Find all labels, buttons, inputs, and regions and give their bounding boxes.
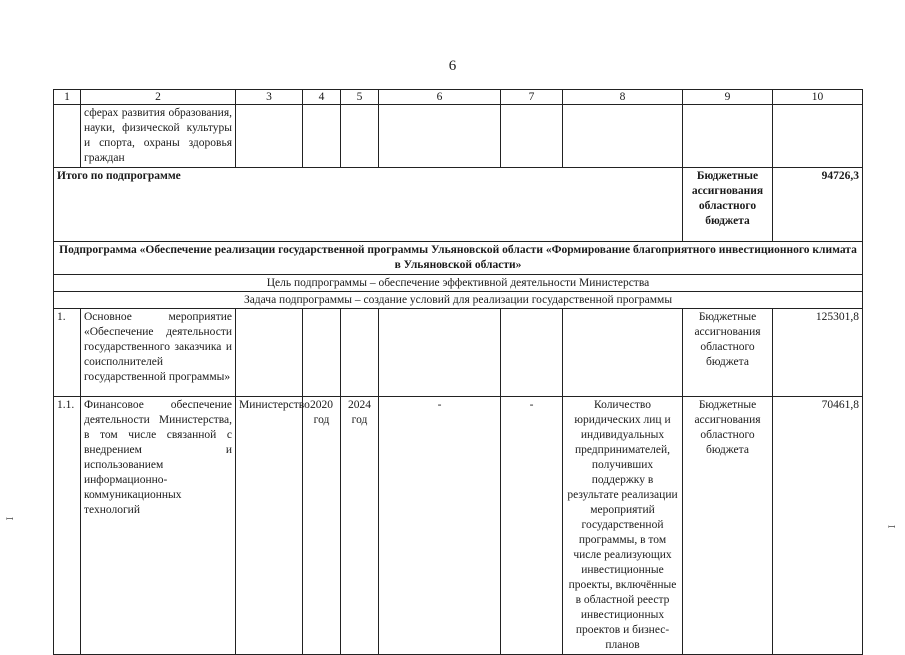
total-label: Итого по подпрограмме	[54, 168, 683, 242]
continuation-text: сферах развития образования, науки, физической культуры и спорта, охраны здоровья граждан	[81, 105, 236, 168]
page-number: 6	[448, 58, 457, 74]
subprogram-goal-row	[54, 275, 863, 292]
start-year	[303, 309, 341, 397]
total-row	[54, 168, 863, 242]
executor: Министерство	[236, 397, 303, 655]
col6-value: -	[379, 397, 501, 655]
col-header-2: 2	[81, 90, 236, 105]
col7-value	[501, 309, 563, 397]
col-header-3: 3	[236, 90, 303, 105]
subprogram-title: Подпрограмма «Обеспечение реализации государственной программы Ульяновской области «Формирование благоприятного инвестиционного климата в Ульяновской области»	[54, 242, 863, 275]
program-table	[53, 89, 863, 655]
right-margin-mark: ꟷ	[888, 522, 896, 532]
funding-amount: 70461,8	[773, 397, 863, 655]
total-source: Бюджетные ассигнования областного бюджета	[683, 168, 773, 242]
table-row	[54, 309, 863, 397]
activity-name: Основное мероприятие «Обеспечение деятельности государственного заказчика и соисполнителей государственной программы»	[81, 309, 236, 397]
subprogram-task: Задача подпрограммы – создание условий для реализации государственной программы	[54, 292, 863, 309]
continuation-row	[54, 105, 863, 168]
activity-name: Финансовое обеспечение деятельности Министерства, в том числе связанной с внедрением и использованием информационно-коммуникационных технологий	[81, 397, 236, 655]
funding-amount: 125301,8	[773, 309, 863, 397]
indicator: Количество юридических лиц и индивидуальных предпринимателей, получивших поддержку в результате реализации мероприятий государственной программы, в том числе реализующих инвестиционные проекты, включённые в областной реестр инвестиционных проектов и бизнес-планов	[563, 397, 683, 655]
subprogram-task-row	[54, 292, 863, 309]
funding-source: Бюджетные ассигнования областного бюджета	[683, 309, 773, 397]
left-margin-mark: ꟷ	[6, 514, 14, 524]
col6-value	[379, 309, 501, 397]
row-number: 1.	[54, 309, 81, 397]
total-amount: 94726,3	[773, 168, 863, 242]
col-header-10: 10	[773, 90, 863, 105]
col-header-4: 4	[303, 90, 341, 105]
col-header-5: 5	[341, 90, 379, 105]
funding-source: Бюджетные ассигнования областного бюджета	[683, 397, 773, 655]
table-row	[54, 397, 863, 655]
indicator	[563, 309, 683, 397]
end-year	[341, 309, 379, 397]
column-number-row	[54, 90, 863, 105]
col-header-1: 1	[54, 90, 81, 105]
col-header-9: 9	[683, 90, 773, 105]
row-number: 1.1.	[54, 397, 81, 655]
col-header-6: 6	[379, 90, 501, 105]
end-year: 2024 год	[341, 397, 379, 655]
col-header-7: 7	[501, 90, 563, 105]
start-year: 2020 год	[303, 397, 341, 655]
executor	[236, 309, 303, 397]
col-header-8: 8	[563, 90, 683, 105]
subprogram-goal: Цель подпрограммы – обеспечение эффективной деятельности Министерства	[54, 275, 863, 292]
col7-value: -	[501, 397, 563, 655]
subprogram-title-row	[54, 242, 863, 275]
